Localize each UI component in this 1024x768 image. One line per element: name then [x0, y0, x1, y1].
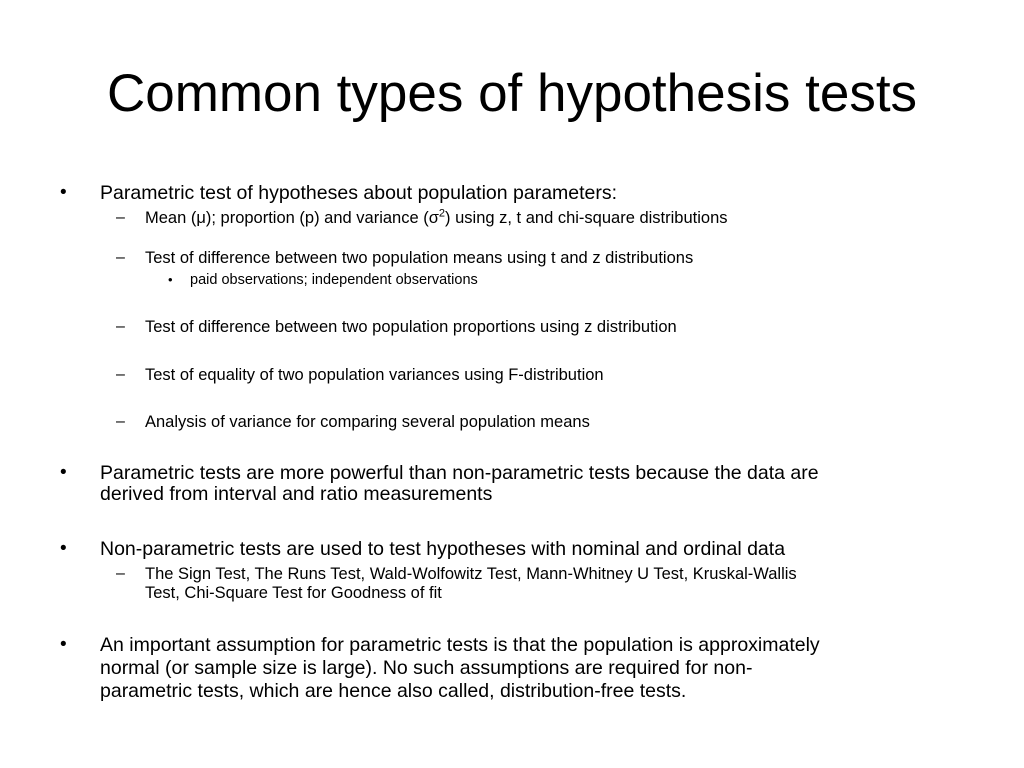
bullet-4-line-3: parametric tests, which are hence also called, distribution-free tests.: [100, 680, 687, 702]
subitem-mean-pre: Mean (μ); proportion (p) and variance (σ: [145, 209, 439, 227]
bullet-4-line-2: normal (or sample size is large). No such assumptions are required for non-: [100, 657, 753, 679]
bullet-marker: •: [60, 634, 67, 655]
slide-title: Common types of hypothesis tests: [106, 64, 918, 123]
subitem-mean-proportion-variance: [145, 209, 728, 228]
dash-marker: –: [116, 366, 125, 383]
subsubitem-observations: paid observations; independent observations: [190, 272, 478, 288]
bullet-4-line-1: An important assumption for parametric tests is that the population is approximately: [100, 634, 820, 656]
dash-marker: –: [116, 413, 125, 430]
bullet-2-line-2: derived from interval and ratio measurements: [100, 483, 493, 505]
dash-marker: –: [116, 318, 125, 335]
dash-marker: –: [116, 249, 125, 266]
subitem-mean-post: ) using z, t and chi-square distributions: [445, 209, 728, 227]
bullet-marker: •: [60, 462, 67, 483]
bullet-3-text: Non-parametric tests are used to test hypotheses with nominal and ordinal data: [100, 538, 786, 560]
subitem-nonparametric-tests-line-2: Test, Chi-Square Test for Goodness of fit: [145, 584, 442, 602]
subitem-two-means: Test of difference between two population means using t and z distributions: [145, 249, 694, 267]
superscript-2: 2: [438, 207, 446, 220]
bullet-1-text: Parametric test of hypotheses about population parameters:: [100, 182, 618, 204]
dash-marker: –: [116, 209, 125, 226]
dash-marker: –: [116, 565, 125, 582]
subitem-two-variances: Test of equality of two population variances using F-distribution: [145, 366, 604, 384]
bullet-marker: •: [60, 182, 67, 203]
subitem-anova: Analysis of variance for comparing several population means: [145, 413, 590, 431]
subitem-two-proportions: Test of difference between two population proportions using z distribution: [145, 318, 677, 336]
subitem-nonparametric-tests-line-1: The Sign Test, The Runs Test, Wald-Wolfowitz Test, Mann-Whitney U Test, Kruskal-Wallis: [145, 565, 797, 583]
bullet-marker-small: •: [168, 272, 173, 287]
bullet-2-line-1: Parametric tests are more powerful than non-parametric tests because the data are: [100, 462, 819, 484]
bullet-marker: •: [60, 538, 67, 559]
